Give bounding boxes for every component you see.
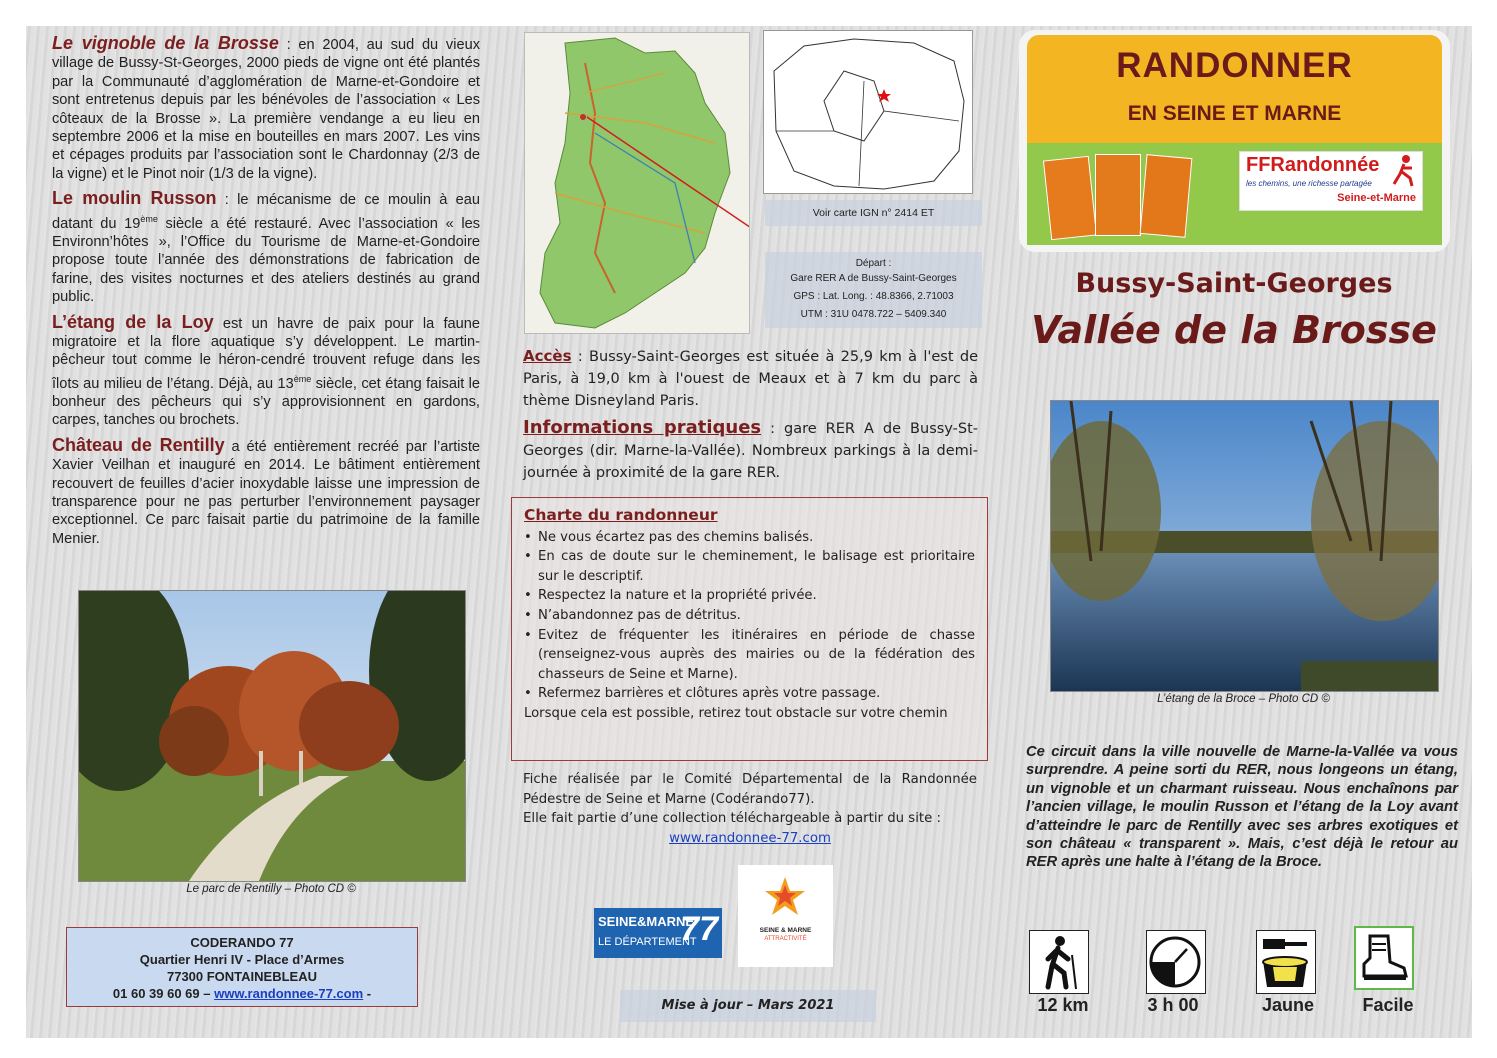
map-seine-et-marne — [524, 32, 750, 334]
banner-subtitle: EN SEINE ET MARNE — [1127, 102, 1342, 125]
stat-duration: 3 h 00 — [1147, 995, 1199, 1015]
column-left-text — [52, 34, 480, 554]
randonner-banner — [1019, 30, 1450, 252]
paint-icon — [1256, 930, 1316, 994]
map-ile-de-france — [763, 30, 973, 194]
logo-sm-name: SEINE&MARNE — [598, 914, 695, 929]
contact-box — [66, 927, 418, 1007]
caption-rentilly: Le parc de Rentilly – Photo CD © — [186, 883, 356, 895]
paragraph-vignoble — [52, 34, 480, 183]
charte-randonneur-box — [511, 497, 988, 761]
fiche-line2: Elle fait partie d’une collection téléchargeable à partir du site : — [523, 811, 942, 826]
logo-sm-number: 77 — [680, 910, 718, 948]
fiche-website-link[interactable]: www.randonnee-77.com — [669, 830, 831, 846]
access-text: : Bussy-Saint-Georges est située à 25,9 km à l'est de Paris, à 19,0 km à l'ouest de Meaux et à 7 km du parc à thème Disneyland Paris. — [523, 349, 978, 409]
ffrandonnee-logo — [1239, 151, 1423, 211]
update-date: Mise à jour – Mars 2021 — [620, 990, 876, 1022]
photo-parc-rentilly — [78, 590, 466, 882]
depart-info-box — [765, 252, 982, 328]
paint-icon-svg — [1257, 931, 1314, 992]
logo-attr-name: SEINE & MARNE — [759, 927, 812, 934]
depart-label: Départ : — [855, 258, 892, 269]
info-paragraph — [523, 417, 978, 484]
info-label: Informations pratiques — [523, 417, 762, 438]
map-idf-image — [764, 31, 972, 193]
star-logo-icon — [738, 865, 833, 925]
contact-phone: 01 60 39 60 69 – — [112, 986, 215, 1001]
contact-phone-line — [67, 985, 417, 1002]
hiker-icon-svg — [1030, 931, 1087, 992]
sup-moulin: ème — [140, 213, 158, 224]
heading-etang-loy: L’étang de la Loy — [52, 311, 214, 332]
text-moulin-a: : le mécanisme de ce moulin à eau datant du 19 — [52, 192, 480, 232]
charte-item: • Respectez la nature et la propriété privée. — [536, 586, 975, 606]
ffr-tagline: les chemins, une richesse partagée — [1246, 179, 1372, 188]
info-text: : gare RER A de Bussy-St-Georges (dir. Marne-la-Vallée). Nombreux parkings à la demi-journée à proximité de la gare RER. — [523, 421, 978, 481]
paragraph-etang-loy — [52, 313, 480, 430]
charte-item: • Evitez de fréquenter les itinéraires en période de chasse (renseignez-vous auprès des mairies ou de la fédération des chasseurs de Seine et Marne). — [536, 626, 975, 685]
boot-icon-svg — [1356, 928, 1412, 988]
depart-gps: GPS : Lat. Long. : 48.8366, 2.71003 — [793, 291, 954, 302]
attractivite-logo — [738, 865, 833, 967]
text-vignoble: : en 2004, au sud du vieux village de Bussy-St-Georges, 2000 pieds de vigne ont été plantés par la Communauté d’agglomération de Marne-et-Gondoire et sont entretenus depuis par les bénévoles de l’association « Les côteaux de la Brosse ». La première vendange a eu lieu en septembre 2006 et la mise en bouteilles en mars 2007. Les vins et cépages produits par l’association sont le Chardonnay (2/3 de la vigne) et le Pinot noir (1/3 de la vigne). — [52, 37, 480, 182]
ffr-walker-icon — [1390, 154, 1418, 188]
heading-moulin: Le moulin Russon — [52, 188, 217, 209]
photo-etang-image — [1051, 401, 1438, 691]
ffr-name: FFRandonnée — [1246, 154, 1380, 176]
route-description: Ce circuit dans la ville nouvelle de Marne-la-Vallée va vous surprendre. A peine sorti du RER, nous longeons un étang, un vignoble et un charmant ruisseau. Nous enchaînons par l’ancien village, le moulin Russon et l’étang de la Loy avant d’atteindre le parc de Rentilly avec ses arbres exotiques et son château « transparent ». Mais, c’est déjà le retour au RER après une halte à l’étang de la Broce. — [1026, 744, 1458, 871]
charte-item: • Ne vous écartez pas des chemins balisés. — [536, 528, 975, 548]
guide-book-3 — [1140, 154, 1193, 238]
paragraph-chateau — [52, 436, 480, 548]
contact-address: Quartier Henri IV - Place d’Armes — [139, 952, 345, 967]
stat-balisage: Jaune — [1261, 995, 1315, 1015]
ffr-region: Seine-et-Marne — [1337, 192, 1416, 204]
route-title: Vallée de la Brosse — [1031, 308, 1437, 352]
depart-station: Gare RER A de Bussy-Saint-Georges — [790, 273, 957, 284]
text-chateau: a été entièrement recréé par l’artiste Xavier Veilhan et inauguré en 2014. Le bâtiment entièrement recouvert de feuilles d’acier inoxydable laisse une impression de transparence pour ne pas perturber l’environnement paysager exceptionnel. Ce parc faisait partie du patrimoine de la famille Menier. — [52, 438, 480, 547]
fiche-line1: Fiche réalisée par le Comité Départemental de la Randonnée Pédestre de Seine et Marne (Codérando77). — [523, 772, 977, 807]
boot-icon — [1354, 926, 1414, 990]
text-moulin-b: siècle a été restauré. Avec l’association « les Environn’hôtes », l’Office du Tourisme de Marne-et-Gondoire propose toute l’année des démonstrations de fabrication de farine, des visites nocturnes et des ateliers destinés au grand public. — [52, 215, 480, 306]
town-name: Bussy-Saint-Georges — [1075, 268, 1393, 299]
banner-title: RANDONNER — [1116, 46, 1353, 85]
contact-tail: - — [363, 986, 372, 1001]
access-label: Accès — [523, 347, 572, 365]
charte-list — [524, 528, 975, 704]
photo-etang-broce — [1050, 400, 1439, 692]
guide-book-2 — [1095, 154, 1141, 236]
seine-et-marne-logo — [594, 908, 722, 958]
caption-etang: L’étang de la Broce – Photo CD © — [1157, 693, 1330, 705]
text-etang-a: est un havre de paix pour la faune migratoire et la flore aquatique s’y développent. Le martin-pêcheur tout comme le héron-cendré trouvent refuge dans les îlots au milieu de l’étang. Déjà, au 13 — [52, 315, 480, 392]
photo-parc-image — [79, 591, 465, 881]
logo-sm-dept: LE DÉPARTEMENT — [598, 936, 697, 948]
charte-last-line: Lorsque cela est possible, retirez tout obstacle sur votre chemin — [524, 705, 948, 721]
heading-chateau: Château de Rentilly — [52, 434, 225, 455]
heading-vignoble: Le vignoble de la Brosse — [52, 33, 279, 53]
contact-city: 77300 FONTAINEBLEAU — [166, 969, 317, 984]
charte-item: • N’abandonnez pas de détritus. — [536, 606, 975, 626]
access-section — [523, 345, 978, 484]
fiche-credits — [523, 770, 977, 848]
stat-difficulty: Facile — [1362, 995, 1414, 1015]
depart-utm: UTM : 31U 0478.722 – 5409.340 — [800, 309, 947, 320]
charte-title: Charte du randonneur — [524, 506, 718, 524]
access-paragraph — [523, 345, 978, 412]
sup-etang: ème — [293, 373, 312, 384]
contact-website-link[interactable]: www.randonnee-77.com — [214, 986, 364, 1001]
charte-item: • En cas de doute sur le cheminement, le balisage est prioritaire sur le descriptif. — [536, 547, 975, 586]
text-etang-b: siècle, cet étang faisait le bonheur des pêcheurs qui s’y approvisionnent en gardons, carpes, tanches ou brochets. — [52, 375, 480, 429]
stat-distance: 12 km — [1037, 995, 1089, 1015]
clock-icon — [1146, 930, 1206, 994]
paragraph-moulin — [52, 189, 480, 306]
ign-map-note: Voir carte IGN n° 2414 ET — [765, 200, 982, 226]
hiker-icon — [1029, 930, 1089, 994]
logo-attr-sub: ATTRACTIVITÉ — [764, 936, 807, 942]
contact-org: CODERANDO 77 — [190, 935, 294, 950]
clock-icon-svg — [1147, 931, 1204, 992]
guide-book-1 — [1043, 156, 1097, 240]
map-departement-image — [525, 33, 749, 333]
charte-item: • Refermez barrières et clôtures après votre passage. — [536, 684, 975, 704]
